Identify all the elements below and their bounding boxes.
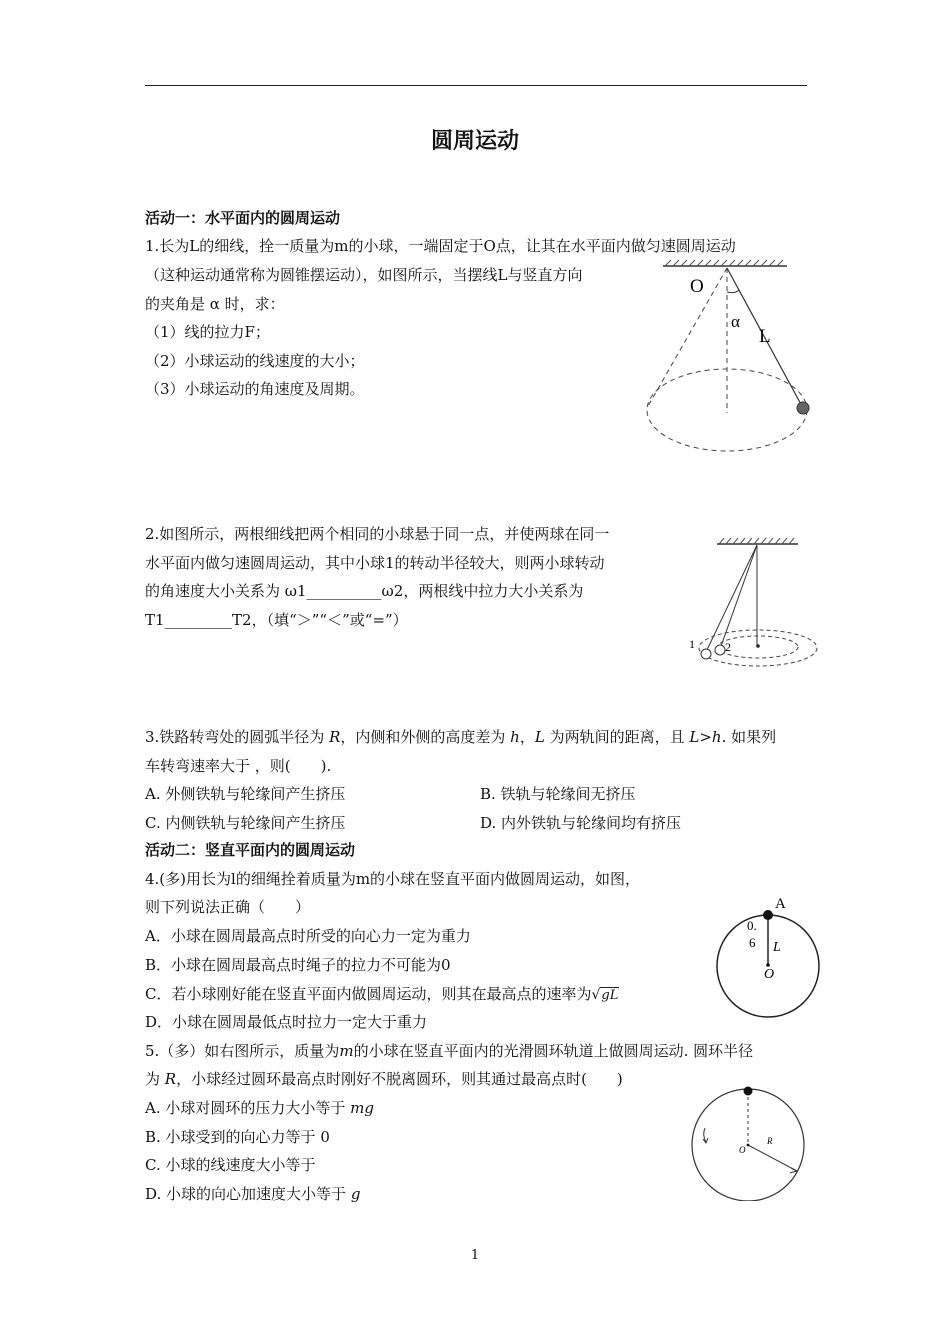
q3-text-b: ，内侧和外侧的高度差为 xyxy=(340,728,511,746)
q1-line3: 的夹角是 α 时，求： xyxy=(145,295,285,313)
q5-text-a: 5.（多）如右图所示，质量为 xyxy=(145,1042,340,1060)
sqrt-icon: √ xyxy=(591,987,601,1003)
q5-option-d-var: g xyxy=(350,1185,361,1203)
fig1-label-O: O xyxy=(690,276,704,297)
q3-var-L: L xyxy=(534,728,545,746)
q5-option-c: C. 小球的线速度大小等于 xyxy=(145,1156,316,1174)
fig4-label-06b: 6 xyxy=(749,935,756,950)
ball-icon xyxy=(797,402,809,414)
q3-option-a: A. 外侧铁轨与轮缘间产生挤压 xyxy=(145,785,346,803)
vertical-circle-string-figure xyxy=(710,893,830,1023)
q4-line1: 4.(多)用长为l的细绳拴着质量为m的小球在竖直平面内做圆周运动，如图， xyxy=(145,870,641,888)
q5-option-a xyxy=(145,1098,374,1118)
q4-option-c xyxy=(145,984,619,1006)
q5-option-a-text: A. 小球对圆环的压力大小等于 xyxy=(145,1099,351,1117)
two-pendulum-figure xyxy=(680,535,825,675)
q3-line1 xyxy=(145,727,776,747)
page-title: 圆周运动 xyxy=(430,129,519,154)
q3-option-b: B. 铁轨与轮缘间无挤压 xyxy=(480,785,636,803)
q4-option-a: A．小球在圆周最高点时所受的向心力一定为重力 xyxy=(145,927,471,945)
q2-line1: 2.如图所示，两根细线把两个相同的小球悬于同一点，并使两球在同一 xyxy=(145,525,610,543)
q1-line1: 1.长为L的细线，拴一质量为m的小球，一端固定于O点，让其在水平面内做匀速圆周运动 xyxy=(145,237,736,255)
q1-line2: （这种运动通常称为圆锥摆运动），如图所示，当摆线L与竖直方向 xyxy=(145,266,583,284)
q4-option-c-text: C．若小球刚好能在竖直平面内做圆周运动，则其在最高点的速率为 xyxy=(145,985,592,1003)
q3-text-a: 3.铁路转弯处的圆弧半径为 xyxy=(145,728,330,746)
ball-icon xyxy=(763,910,773,920)
fig5-label-O: O xyxy=(739,1145,746,1155)
header-rule xyxy=(145,85,807,86)
q4-option-c-radicand: gL xyxy=(601,988,619,1003)
q5-option-d xyxy=(145,1184,360,1204)
q3-option-c: C. 内侧铁轨与轮缘间产生挤压 xyxy=(145,814,346,832)
q3-var-R: R xyxy=(329,728,341,746)
q1-sub3: （3）小球运动的角速度及周期。 xyxy=(145,380,365,398)
fig4-label-06a: 0. xyxy=(747,918,757,933)
q5-text-c: 为 xyxy=(145,1070,165,1088)
q5-var-R: R xyxy=(164,1070,177,1088)
q5-line2 xyxy=(145,1069,623,1089)
q3-text-d: 为两轨间的距离，且 xyxy=(544,728,690,746)
q5-option-d-text: D. 小球的向心加速度大小等于 xyxy=(145,1185,351,1203)
fig2-label-1: 1 xyxy=(689,637,695,651)
ball-icon xyxy=(744,1087,753,1096)
activity2-heading: 活动二：竖直平面内的圆周运动 xyxy=(145,841,356,859)
q5-option-b: B. 小球受到的向心力等于 0 xyxy=(145,1128,330,1146)
q4-option-b: B．小球在圆周最高点时绳子的拉力不可能为0 xyxy=(145,956,451,974)
q2-line3: 的角速度大小关系为 ω1__________ω2，两根线中拉力大小关系为 xyxy=(145,582,584,600)
q1-sub1: （1）线的拉力F； xyxy=(145,323,270,341)
page-number: 1 xyxy=(470,1248,480,1263)
ball-1-icon xyxy=(701,649,711,659)
conical-pendulum-figure xyxy=(635,258,820,473)
q3-line2: 车转弯速率大于 ，则( ). xyxy=(145,757,332,775)
fig4-label-O: O xyxy=(764,967,775,982)
fig1-label-alpha: α xyxy=(731,312,740,331)
fig4-label-L: L xyxy=(773,940,781,955)
q2-line2: 水平面内做匀速圆周运动，其中小球1的转动半径较大，则两小球转动 xyxy=(145,554,605,572)
fig5-label-R: R xyxy=(767,1136,773,1146)
q5-var-m: m xyxy=(339,1042,354,1060)
q4-option-d: D．小球在圆周最低点时拉力一定大于重力 xyxy=(145,1013,428,1031)
q2-line4: T1_________T2，（填“＞”“＜”或“=”） xyxy=(145,611,408,629)
q1-sub2: （2）小球运动的线速度的大小； xyxy=(145,352,365,370)
q3-text-e: . 如果列 xyxy=(721,728,777,746)
ball-2-icon xyxy=(715,645,725,655)
q3-option-d: D. 内外铁轨与轮缘间均有挤压 xyxy=(480,814,682,832)
q4-line2: 则下列说法正确（ ） xyxy=(145,898,311,916)
ring-track-figure xyxy=(685,1083,815,1201)
activity1-heading: 活动一：水平面内的圆周运动 xyxy=(145,209,341,227)
q3-var-cond: L>h xyxy=(689,728,722,746)
q5-option-a-var: mg xyxy=(350,1099,374,1117)
fig2-label-2: 2 xyxy=(725,640,731,654)
q5-line1 xyxy=(145,1041,753,1061)
q3-text-c: ， xyxy=(519,728,535,746)
q3-var-h: h xyxy=(510,728,520,746)
q5-text-d: ，小球经过圆环最高点时刚好不脱离圆环，则其通过最高点时( ) xyxy=(176,1070,623,1088)
fig4-label-A: A xyxy=(775,896,786,912)
q5-text-b: 的小球在竖直平面内的光滑圆环轨道上做圆周运动. 圆环半径 xyxy=(353,1042,754,1060)
fig1-label-L: L xyxy=(759,326,771,347)
